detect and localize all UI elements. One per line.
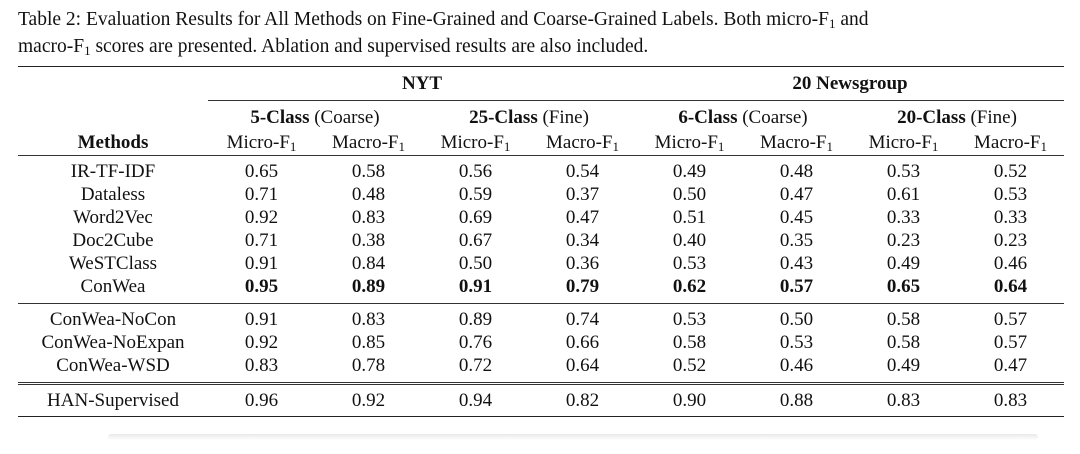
caption-sub: 1	[828, 16, 836, 31]
table-row	[18, 331, 1064, 354]
caption-line2: macro-F	[18, 36, 85, 57]
score-cell: 0.57	[993, 331, 1028, 353]
score-cell: 0.47	[993, 354, 1028, 376]
score-cell: 0.33	[886, 206, 921, 228]
score-cell: 0.65	[886, 275, 921, 297]
score-cell: 0.50	[672, 183, 707, 205]
score-cell: 0.83	[244, 354, 279, 376]
macro-f1-header: Macro-$F_1$	[743, 131, 850, 156]
score-cell: 0.57	[779, 275, 814, 297]
subgroup-header: 5-Class (Coarse)	[250, 107, 380, 128]
method-name: ConWea-WSD	[56, 354, 170, 376]
score-cell: 0.83	[957, 384, 1064, 417]
method-name: Word2Vec	[73, 206, 153, 228]
method-name: Doc2Cube	[72, 229, 154, 251]
score-cell: 0.91	[458, 275, 493, 297]
score-cell: 0.78	[351, 354, 386, 376]
score-cell: 0.43	[779, 252, 814, 274]
subgroup-header: 25-Class (Fine)	[469, 107, 589, 128]
score-cell: 0.45	[779, 206, 814, 228]
score-cell: 0.40	[672, 229, 707, 251]
score-cell: 0.23	[886, 229, 921, 251]
score-cell: 0.49	[886, 252, 921, 274]
score-cell: 0.34	[565, 229, 600, 251]
table-row	[18, 229, 1064, 252]
score-cell: 0.83	[850, 384, 957, 417]
score-cell: 0.37	[565, 183, 600, 205]
caption-line2-end: scores are presented. Ablation and supervised results are also included.	[90, 36, 649, 57]
score-cell: 0.71	[244, 229, 279, 251]
score-cell: 0.95	[244, 275, 279, 297]
score-cell: 0.23	[993, 229, 1028, 251]
group-header-20newsgroup: 20 Newsgroup	[636, 67, 1064, 101]
score-cell: 0.59	[458, 183, 493, 205]
subgroup-header: 20-Class (Fine)	[897, 107, 1017, 128]
method-name: ConWea-NoCon	[18, 304, 208, 332]
score-cell: 0.52	[672, 354, 707, 376]
caption-line1: Table 2: Evaluation Results for All Methods on Fine-Grained and Coarse-Grained Labels. Both micro-F	[18, 9, 829, 30]
caption-line1-end: and	[835, 9, 869, 30]
score-cell: 0.38	[351, 229, 386, 251]
score-cell: 0.96	[208, 384, 315, 417]
method-name: IR-TF-IDF	[70, 160, 156, 182]
caption-sub: 1	[84, 43, 91, 58]
score-cell: 0.66	[565, 331, 600, 353]
table-row	[18, 275, 1064, 304]
score-cell: 0.48	[351, 183, 386, 205]
micro-f1-header: Micro-$F_1$	[422, 131, 529, 156]
score-cell: 0.53	[779, 331, 814, 353]
score-cell: 0.88	[743, 384, 850, 417]
table-row	[18, 304, 1064, 332]
score-cell: 0.72	[458, 354, 493, 376]
macro-f1-header: Macro-$F_1$	[529, 131, 636, 156]
score-cell: 0.91	[244, 252, 279, 274]
results-table	[18, 66, 1064, 417]
table-row	[18, 252, 1064, 275]
score-cell: 0.85	[351, 331, 386, 353]
group-header-nyt: NYT	[208, 67, 636, 101]
micro-f1-header: Micro-$F_1$	[208, 131, 315, 156]
score-cell: 0.64	[565, 354, 600, 376]
score-cell: 0.50	[743, 304, 850, 332]
score-cell: 0.92	[244, 331, 279, 353]
score-cell: 0.91	[208, 304, 315, 332]
score-cell: 0.89	[351, 275, 386, 297]
score-cell: 0.35	[779, 229, 814, 251]
score-cell: 0.74	[529, 304, 636, 332]
method-name: Dataless	[80, 183, 146, 205]
table-caption	[18, 6, 1066, 60]
score-cell: 0.49	[672, 160, 707, 182]
score-cell: 0.46	[779, 354, 814, 376]
table-row	[18, 156, 1064, 184]
score-cell: 0.53	[993, 183, 1028, 205]
score-cell: 0.57	[957, 304, 1064, 332]
method-name: ConWea-NoExpan	[41, 331, 185, 353]
score-cell: 0.53	[672, 252, 707, 274]
score-cell: 0.46	[993, 252, 1028, 274]
macro-f1-header: Macro-$F_1$	[315, 131, 422, 156]
score-cell: 0.64	[993, 275, 1028, 297]
score-cell: 0.65	[244, 160, 279, 182]
score-cell: 0.84	[351, 252, 386, 274]
micro-f1-header: Micro-$F_1$	[636, 131, 743, 156]
score-cell: 0.83	[351, 206, 386, 228]
score-cell: 0.89	[422, 304, 529, 332]
score-cell: 0.92	[244, 206, 279, 228]
table-row	[18, 206, 1064, 229]
score-cell: 0.58	[351, 160, 386, 182]
score-cell: 0.53	[886, 160, 921, 182]
score-cell: 0.69	[458, 206, 493, 228]
micro-f1-header: Micro-$F_1$	[850, 131, 957, 156]
score-cell: 0.82	[529, 384, 636, 417]
score-cell: 0.62	[672, 275, 707, 297]
score-cell: 0.92	[315, 384, 422, 417]
score-cell: 0.56	[458, 160, 493, 182]
score-cell: 0.67	[458, 229, 493, 251]
score-cell: 0.58	[850, 304, 957, 332]
macro-f1-header: Macro-$F_1$	[957, 131, 1064, 156]
methods-column-header: Methods	[18, 131, 208, 156]
table-row	[18, 354, 1064, 384]
score-cell: 0.71	[244, 183, 279, 205]
table-row	[18, 384, 1064, 417]
score-cell: 0.50	[458, 252, 493, 274]
score-cell: 0.52	[993, 160, 1028, 182]
score-cell: 0.53	[636, 304, 743, 332]
score-cell: 0.61	[886, 183, 921, 205]
score-cell: 0.36	[565, 252, 600, 274]
subgroup-header: 6-Class (Coarse)	[678, 107, 808, 128]
score-cell: 0.58	[886, 331, 921, 353]
table-row	[18, 183, 1064, 206]
score-cell: 0.33	[993, 206, 1028, 228]
score-cell: 0.58	[672, 331, 707, 353]
score-cell: 0.54	[565, 160, 600, 182]
method-name: WeSTClass	[68, 252, 158, 274]
score-cell: 0.49	[886, 354, 921, 376]
score-cell: 0.94	[422, 384, 529, 417]
page-shadow	[108, 434, 1038, 440]
score-cell: 0.48	[779, 160, 814, 182]
score-cell: 0.90	[636, 384, 743, 417]
score-cell: 0.76	[458, 331, 493, 353]
method-name: HAN-Supervised	[18, 384, 208, 417]
score-cell: 0.51	[672, 206, 707, 228]
score-cell: 0.47	[779, 183, 814, 205]
score-cell: 0.79	[565, 275, 600, 297]
score-cell: 0.83	[315, 304, 422, 332]
score-cell: 0.47	[565, 206, 600, 228]
method-name: ConWea	[80, 275, 146, 297]
